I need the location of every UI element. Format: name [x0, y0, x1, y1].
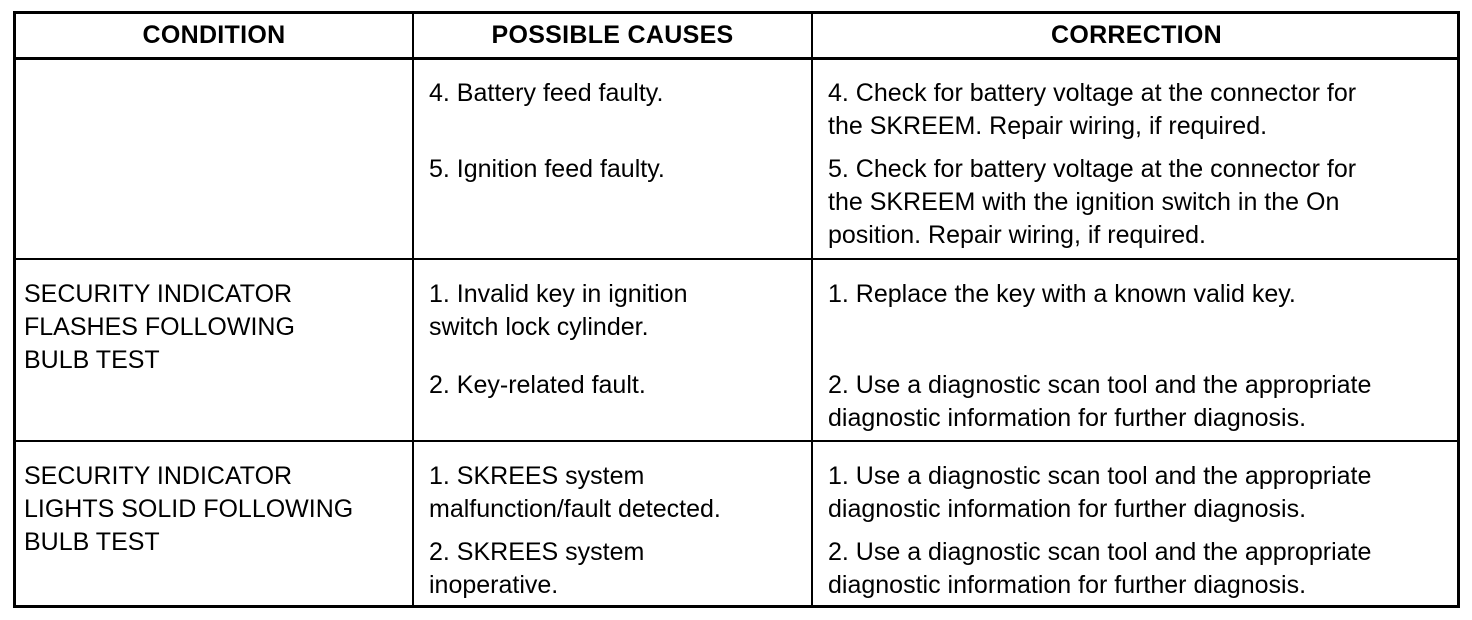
row-1-cause-1: 4. Battery feed faulty.: [429, 79, 664, 107]
row-3-condition: SECURITY INDICATOR LIGHTS SOLID FOLLOWING BULB TEST: [24, 462, 354, 556]
row-1-correction-2: 5. Check for battery voltage at the connector for the SKREEM with the ignition switch in the On position. Repair wiring, if required.: [828, 155, 1357, 249]
header-condition: CONDITION: [142, 21, 286, 49]
row-1-cause-2: 5. Ignition feed faulty.: [429, 155, 665, 183]
header-correction: CORRECTION: [1050, 21, 1223, 49]
header-possible-causes: POSSIBLE CAUSES: [491, 21, 734, 49]
column-divider: [811, 14, 813, 605]
row-3-cause-1: 1. SKREES system malfunction/fault detected.: [429, 462, 721, 523]
diagnosis-table: [13, 11, 1460, 608]
column-divider: [412, 14, 414, 605]
row-2-cause-1: 1. Invalid key in ignition switch lock cylinder.: [429, 280, 688, 341]
row-2-correction-1: 1. Replace the key with a known valid key.: [828, 280, 1296, 308]
row-2-cause-2: 2. Key-related fault.: [429, 371, 646, 399]
header-divider: [16, 57, 1457, 60]
row-2-condition: SECURITY INDICATOR FLASHES FOLLOWING BULB TEST: [24, 280, 295, 374]
row-1-correction-1: 4. Check for battery voltage at the connector for the SKREEM. Repair wiring, if required.: [828, 79, 1357, 140]
row-3-correction-1: 1. Use a diagnostic scan tool and the appropriate diagnostic information for further diagnosis.: [828, 462, 1372, 523]
row-divider: [16, 440, 1457, 442]
row-3-cause-2: 2. SKREES system inoperative.: [429, 538, 645, 599]
row-divider: [16, 258, 1457, 260]
row-3-correction-2: 2. Use a diagnostic scan tool and the appropriate diagnostic information for further diagnosis.: [828, 538, 1372, 599]
row-2-correction-2: 2. Use a diagnostic scan tool and the appropriate diagnostic information for further diagnosis.: [828, 371, 1372, 432]
